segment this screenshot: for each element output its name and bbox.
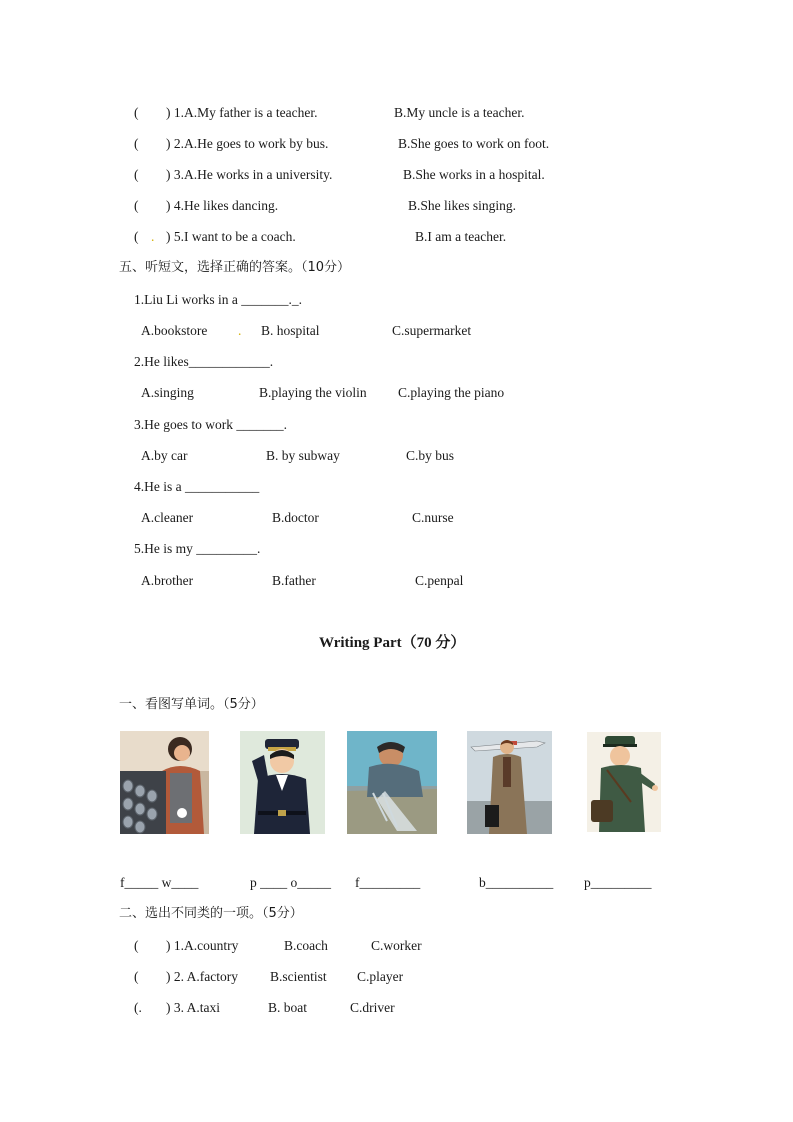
policewoman-image (240, 731, 325, 834)
part2-heading: 二、选出不同类的一项。（5分） (119, 906, 303, 921)
q4-item1-b: B.My uncle is a teacher. (394, 105, 525, 120)
p2-item3-c: C.driver (350, 1000, 395, 1015)
stray-dot: . (238, 323, 242, 338)
blank-4: b__________ (479, 875, 554, 890)
fisherman-image (347, 731, 437, 834)
postman-image (587, 732, 661, 832)
s5-q2-b: B.playing the violin (259, 385, 367, 400)
s5-q3-a: A.by car (141, 448, 188, 463)
s5-q3-b: B. by subway (266, 448, 340, 463)
s5-q3: 3.He goes to work _______. (134, 417, 287, 432)
s5-q4-a: A.cleaner (141, 510, 194, 525)
s5-q5-b: B.father (272, 573, 316, 588)
s5-q1: 1.Liu Li works in a _______._. (134, 292, 302, 307)
q4-item4-b: B.She likes singing. (408, 198, 517, 213)
q4-item3-a: ) 3.A.He works in a university. (166, 167, 333, 182)
p2-item3-b: B. boat (268, 1000, 307, 1015)
q4-item4-a: ) 4.He likes dancing. (166, 198, 279, 213)
s5-q1-a: A.bookstore (141, 323, 208, 338)
q4-item5-a: ) 5.I want to be a coach. (166, 229, 296, 244)
stray-dot: . (151, 229, 155, 244)
q4-item3-b: B.She works in a hospital. (403, 167, 545, 182)
s5-q2-c: C.playing the piano (398, 385, 505, 400)
part1-heading: 一、看图写单词。（5分） (119, 697, 264, 712)
p2-item2-paren: ( (134, 969, 139, 984)
p2-item1-c: C.worker (371, 938, 422, 953)
p2-item2-a: ) 2. A.factory (166, 969, 238, 984)
q4-item1-a: ) 1.A.My father is a teacher. (166, 105, 318, 120)
q4-item1-paren: ( (134, 105, 139, 120)
s5-q4: 4.He is a ___________ (134, 479, 260, 494)
p2-item1-paren: ( (134, 938, 139, 953)
businessman-image (467, 731, 552, 834)
s5-q4-c: C.nurse (412, 510, 454, 525)
factory-worker-image (120, 731, 209, 834)
s5-q1-b: B. hospital (261, 323, 320, 338)
s5-q5-a: A.brother (141, 573, 194, 588)
p2-item1-b: B.coach (284, 938, 328, 953)
s5-q4-b: B.doctor (272, 510, 319, 525)
q4-item2-b: B.She goes to work on foot. (398, 136, 550, 151)
blank-3: f_________ (355, 875, 421, 890)
blank-5: p_________ (584, 875, 652, 890)
p2-item2-b: B.scientist (270, 969, 327, 984)
p2-item1-a: ) 1.A.country (166, 938, 239, 953)
q4-item5-paren: ( (134, 229, 139, 244)
s5-q2-a: A.singing (141, 385, 194, 400)
s5-q2: 2.He likes____________. (134, 354, 274, 369)
writing-part-title: Writing Part（70 分） (319, 635, 466, 651)
q4-item3-paren: ( (134, 167, 139, 182)
s5-q5-c: C.penpal (415, 573, 464, 588)
section5-heading: 五、听短文，选择正确的答案。（10分） (119, 260, 351, 275)
q4-item2-paren: ( (134, 136, 139, 151)
q4-item2-a: ) 2.A.He goes to work by bus. (166, 136, 329, 151)
q4-item4-paren: ( (134, 198, 139, 213)
q4-item5-b: B.I am a teacher. (415, 229, 507, 244)
s5-q5: 5.He is my _________. (134, 541, 261, 556)
s5-q1-c: C.supermarket (392, 323, 472, 338)
p2-item3-paren: (. (134, 1000, 142, 1015)
blank-2: p ____ o_____ (250, 875, 331, 890)
blank-1: f_____ w____ (120, 875, 199, 890)
p2-item2-c: C.player (357, 969, 404, 984)
s5-q3-c: C.by bus (406, 448, 455, 463)
p2-item3-a: ) 3. A.taxi (166, 1000, 220, 1015)
